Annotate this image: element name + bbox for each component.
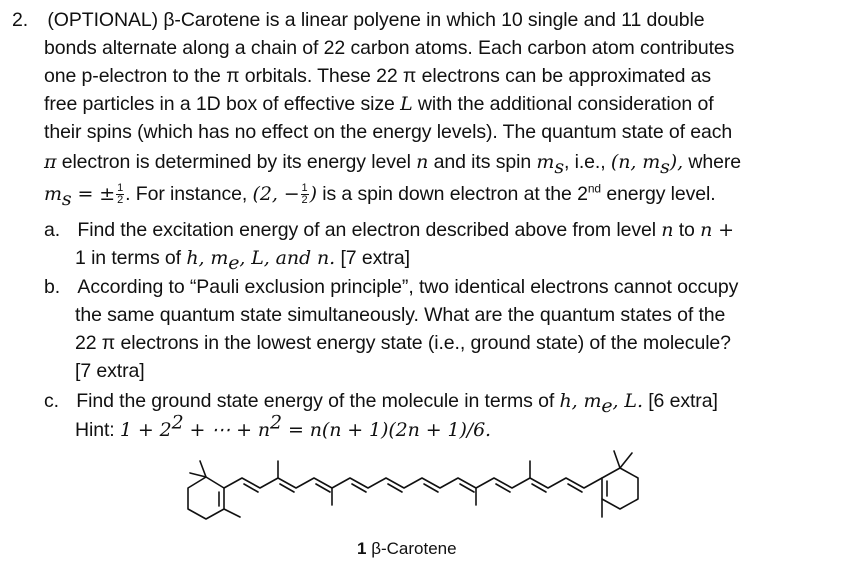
problem-text: is a spin down electron at the 2 <box>316 183 588 205</box>
math-subscript: s <box>554 155 564 178</box>
part-a-text: 1 in terms of <box>75 247 187 269</box>
part-a-label: a. <box>44 219 61 241</box>
problem-line-5 <box>44 118 732 146</box>
problem-text: electron is determined by its energy level <box>56 151 417 173</box>
math-expression: ) <box>309 183 317 205</box>
polyene-chain <box>224 478 602 488</box>
problem-line-3 <box>44 62 711 90</box>
part-c-label: c. <box>44 390 59 412</box>
part-b-line-1 <box>44 273 738 301</box>
part-a-line-1 <box>44 216 734 244</box>
hint-line <box>75 411 491 444</box>
problem-text: their spins (which has no effect on the energy levels). The quantum state of each <box>44 121 733 143</box>
part-c-points: [6 extra] <box>642 390 718 412</box>
math-subscript: s <box>660 155 670 178</box>
right-methyl <box>614 451 620 468</box>
math-expression: h, m <box>559 390 602 412</box>
math-expression: n + <box>700 219 735 241</box>
part-a-line-2 <box>75 244 410 272</box>
math-expression: , L, and n. <box>239 247 336 269</box>
math-variable: m <box>536 151 555 173</box>
problem-number: 2. <box>12 9 29 31</box>
problem-intro-text: (OPTIONAL) β-Carotene is a linear polyene in which 10 single and 11 double <box>47 9 705 31</box>
beta-carotene-structure <box>170 447 640 535</box>
part-b-line-4 <box>75 357 145 385</box>
right-methyl <box>620 453 632 468</box>
left-methyl <box>200 461 206 477</box>
math-variable: m <box>44 183 62 205</box>
problem-text: one p-electron to the π orbitals. These 22 π electrons can be approximated as <box>44 65 712 87</box>
ordinal-superscript: nd <box>587 181 601 196</box>
problem-text: with the additional consideration of <box>412 93 714 115</box>
problem-line-1 <box>12 6 704 34</box>
problem-text: free particles in a 1D box of effective size <box>44 93 401 115</box>
math-superscript: 2 <box>270 411 283 434</box>
fraction-one-half: $\frac{1}{2}$ <box>301 182 308 207</box>
problem-text: energy level. <box>601 183 716 205</box>
problem-line-7 <box>44 180 716 208</box>
problem-text: where <box>683 151 741 173</box>
math-expression: = ± <box>71 183 116 205</box>
part-b-points: [7 extra] <box>75 360 145 382</box>
problem-line-2 <box>44 34 734 62</box>
part-a-text: to <box>673 219 701 241</box>
part-b-label: b. <box>44 276 61 298</box>
math-subscript: e <box>601 394 613 417</box>
math-superscript: 2 <box>171 411 184 434</box>
part-c-line-1 <box>44 387 718 415</box>
hint-formula: = n(n + 1)(2n + 1)/6. <box>282 419 491 441</box>
problem-text: . For instance, <box>125 183 253 205</box>
problem-text: and its spin <box>428 151 537 173</box>
left-methyl <box>190 473 206 477</box>
math-variable: n <box>661 219 674 241</box>
part-a-points: [7 extra] <box>335 247 410 269</box>
part-b-text: According to “Pauli exclusion principle”, two identical electrons cannot occupy <box>77 276 739 298</box>
part-b-text: 22 π electrons in the lowest energy state (i.e., ground state) of the molecule? <box>75 332 731 354</box>
figure-caption <box>357 538 457 560</box>
left-methyl <box>224 509 240 517</box>
caption-name: β-Carotene <box>371 539 457 558</box>
math-subscript: s <box>61 187 72 210</box>
math-subscript: e <box>228 251 240 274</box>
hint-formula: + ⋯ + n <box>183 419 271 441</box>
part-c-text: Find the ground state energy of the molecule in terms of <box>76 390 560 412</box>
hint-formula: 1 + 2 <box>119 419 172 441</box>
fraction-one-half: $\frac{1}{2}$ <box>117 182 124 207</box>
math-variable: L <box>400 93 413 115</box>
math-expression: ), <box>669 151 684 173</box>
math-expression: , L. <box>612 390 643 412</box>
problem-text: , i.e., <box>563 151 611 173</box>
part-b-line-3 <box>75 329 731 357</box>
math-expression: (n, m <box>610 151 661 173</box>
part-b-line-2 <box>75 301 725 329</box>
problem-line-4 <box>44 90 714 118</box>
hint-label: Hint: <box>75 419 120 441</box>
math-expression: (2, − <box>252 183 300 205</box>
math-expression: h, m <box>186 247 229 269</box>
part-b-text: the same quantum state simultaneously. What are the quantum states of the <box>75 304 726 326</box>
math-variable: π <box>44 151 57 173</box>
problem-text: bonds alternate along a chain of 22 carbon atoms. Each carbon atom contributes <box>44 37 735 59</box>
problem-line-6 <box>44 148 741 176</box>
caption-number: 1 <box>357 539 367 558</box>
math-variable: n <box>416 151 429 173</box>
part-a-text: Find the excitation energy of an electron described above from level <box>77 219 662 241</box>
